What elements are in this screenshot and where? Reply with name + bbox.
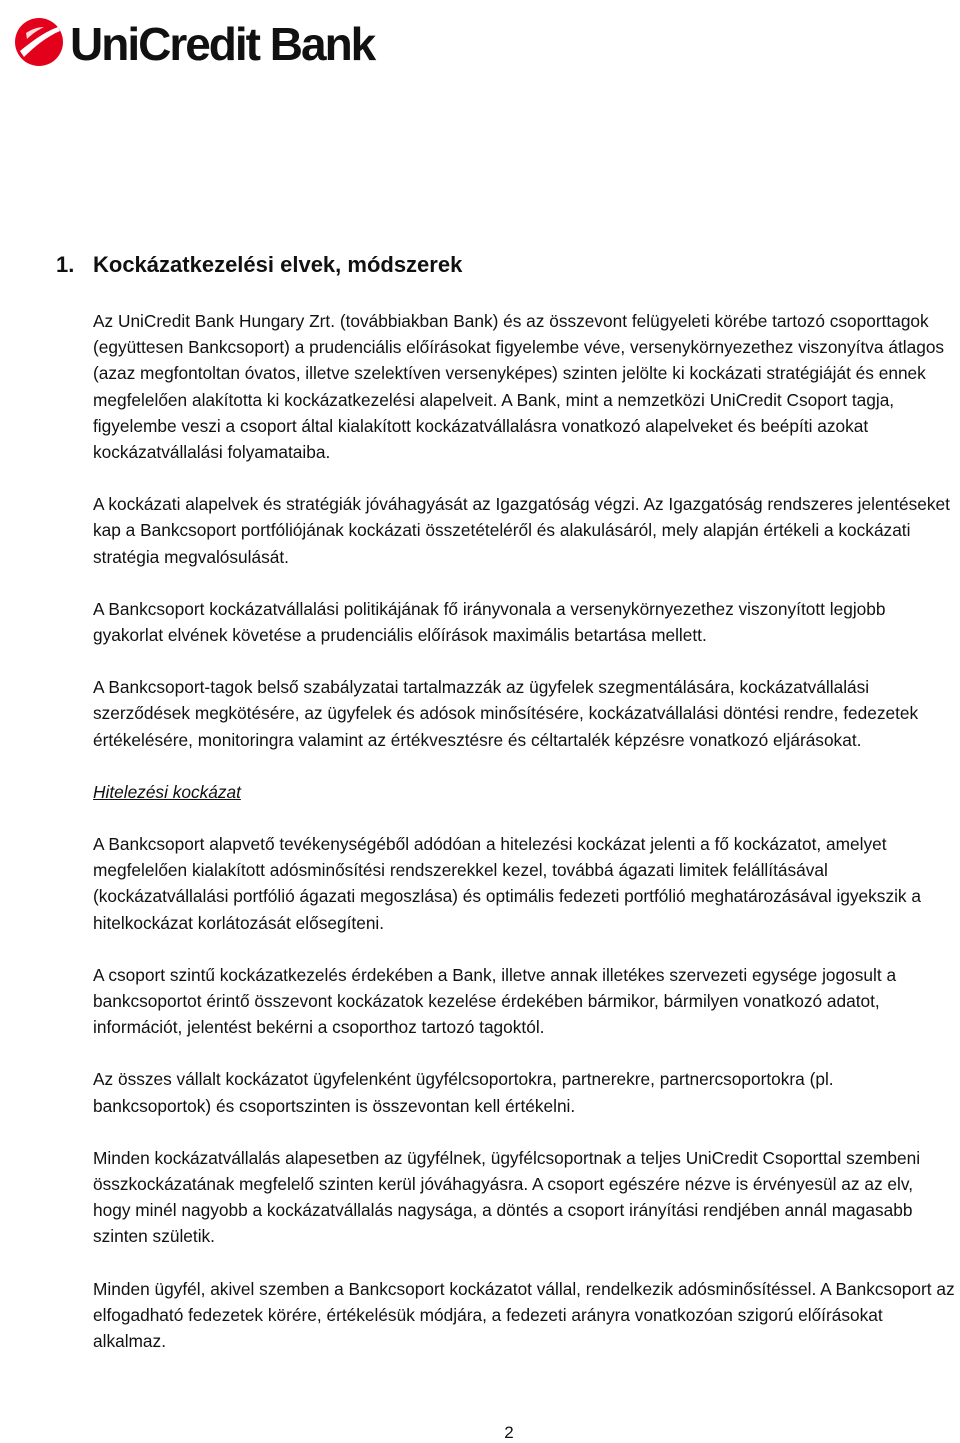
paragraph-2: A kockázati alapelvek és stratégiák jóváhagyását az Igazgatóság végzi. Az Igazgatóság rendszeres jelentéseket kap a Bankcsoport portfóliójának kockázati összetételéről és alakulásáról, mely alapján értékeli a kockázati stratégia megvalósulását. xyxy=(93,494,950,567)
paragraph-8: Minden kockázatvállalás alapesetben az ügyfélnek, ügyfélcsoportnak a teljes UniCredit Csoporttal szembeni összkockázatának megfelelő szinten kerül jóváhagyásra. A csoport egészére nézve is érvényesül az az elv, hogy minél nagyobb a kockázatvállalás nagysága, a döntés a csoport irányítási rendjében annál magasabb szinten születik. xyxy=(93,1147,921,1247)
paragraph-7: Az összes vállalt kockázatot ügyfelenként ügyfélcsoportokra, partnerekre, partnercsoportokra (pl. bankcsoportok) és csoportszinten is összevontan kell értékelni. xyxy=(93,1069,834,1116)
page-number: 2 xyxy=(504,1423,514,1442)
paragraph-4: A Bankcsoport-tagok belső szabályzatai tartalmazzák az ügyfelek szegmentálására, kockázatvállalási szerződések megkötésére, az ügyfelek és adósok minősítésére, kockázatvállalási döntési rendre, fedezetek értékelésére, monitoringra valamint az értékvesztésre és céltartalék képzésre vonatkozó eljárásokat. xyxy=(93,677,919,750)
paragraph-3: A Bankcsoport kockázatvállalási politikájának fő irányvonala a versenykörnyezethez viszonyított legjobb gyakorlat elvének követése a prudenciális előírások maximális betartása mellett. xyxy=(93,598,886,646)
section-heading xyxy=(56,250,955,280)
document-body xyxy=(56,250,955,1354)
section-title: Kockázatkezelési elvek, módszerek xyxy=(93,252,463,277)
paragraph-5: A Bankcsoport alapvető tevékenységéből adódóan a hitelezési kockázat jelenti a fő kockázatot, amelyet megfelelően kialakított adósminősítési rendszerekkel kezel, továbbá ágazati limitek felállításával (kockázatvállalási portfólió ágazati megoszlása) és optimális fedezeti portfólió meghatározásával igyekszik a hitelkockázat korlátozását elősegíteni. xyxy=(93,834,921,933)
paragraph-1: Az UniCredit Bank Hungary Zrt. (továbbiakban Bank) és az összevont felügyeleti körébe tartozó csoporttagok (együttesen Bankcsoport) a prudenciális előírásokat figyelembe véve, versenykörnyezethez viszonyítva átlagos (azaz megfontoltan óvatos, illetve szelektíven versenyképes) szinten jelölte ki kockázati stratégiáját és ennek megfelelően alakította ki kockázatkezelési alapelveit. A Bank, mint a nemzetközi UniCredit Csoport tagja, figyelembe veszi a csoport által kialakított kockázatvállalásra vonatkozó alapelveket és beépíti azokat kockázatvállalási folyamataiba. xyxy=(93,311,945,463)
unicredit-logo-icon xyxy=(14,17,64,67)
paragraph-9: Minden ügyfél, akivel szemben a Bankcsoport kockázatot vállal, rendelkezik adósminősítéssel. A Bankcsoport az elfogadható fedezetek körére, értékelésük módjára, a fedezeti arányra vonatkozóan szigorú előírásokat alkalmaz. xyxy=(93,1278,955,1352)
unicredit-logo xyxy=(14,12,374,72)
brand-name: UniCredit Bank xyxy=(70,18,375,70)
section-number: 1. xyxy=(56,252,75,277)
subheading-credit-risk: Hitelezési kockázat xyxy=(93,781,241,802)
paragraph-6: A csoport szintű kockázatkezelés érdekében a Bank, illetve annak illetékes szervezeti egysége jogosult a bankcsoportot érintő összevont kockázatok kezelése érdekében bármikor, bármilyen vonatkozó adatot, információt, jelentést bekérni a csoporthoz tartozó tagoktól. xyxy=(93,964,897,1038)
